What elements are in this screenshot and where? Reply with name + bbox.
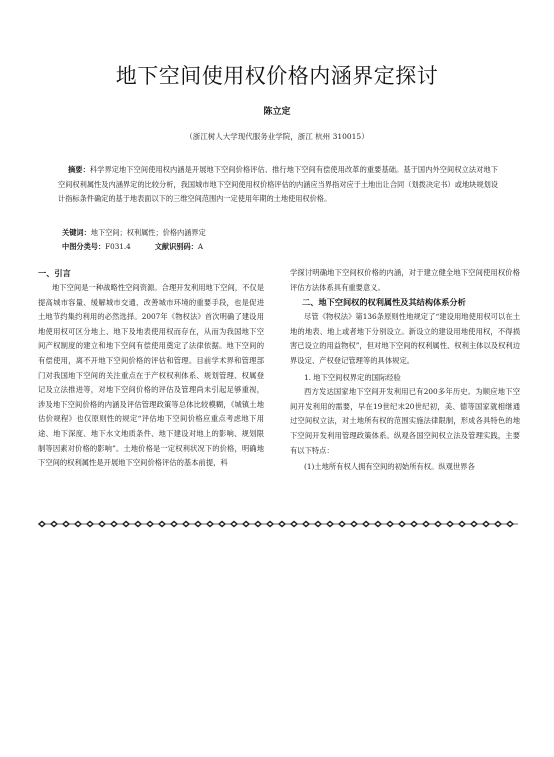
subsection-heading: 1. 地下空间权界定的国际经验 [304,372,401,382]
keywords-label: 关键词： [62,228,91,237]
document-code-value: A [197,242,204,251]
section-heading-rights-attribute: 二、地下空间权的权利属性及其结构体系分析 [302,297,466,308]
class-number-value: F031.4 [105,242,131,251]
right-column [290,266,520,475]
keywords [62,226,502,239]
section-heading-introduction: 一、引言 [38,268,71,278]
paragraph: 学探讨明确地下空间权价格的内涵，对于建立健全地下空间使用权价格评估方法体系具有重要意义。 [290,268,520,292]
class-number-label: 中图分类号： [62,242,106,251]
document-code-label: 文献识别码： [154,242,198,251]
paragraph: 西方发达国家地下空间开发利用已有200多年历史。为顺应地下空间开发利用的需要，早在19世纪末20世纪初，美、德等国家就相继通过空间权立法，对土地所有权的范围实施法律限制，形成各具特色的地下空间开发利用管理政策体系。纵观各国空间权立法及管理实践，主要有以下特点： [290,387,520,455]
author-affiliation: （浙江树人大学现代服务业学院，浙江 杭州 310015） [185,132,369,141]
article-title: 地下空间使用权价格内涵界定探讨 [115,64,439,88]
paragraph: 地下空间是一种战略性空间资源。合理开发利用地下空间，不仅是提高城市容量、缓解城市交通、改善城市环境的重要手段，也是促进土地节约集约利用的必然选择。2007年《物权法》首次明确了建设用地使用权可区分地上、地下及地表使用权而存在，从而为我国地下空间产权制度的建立和地下空间有偿使用奠定了法律依据。地下空间的有偿使用，离不开地下空间价格的评估和管理。目前学术界和管理部门对我国地下空间的关注重点在于产权权利体系、规划管理、权属登记及立法推进等，对地下空间价格的评估及管理尚未引起足够重视，涉及地下空间价格的内涵及评估管理政策等总体比较模糊，《城镇土地估价规程》也仅原则性的规定“评估地下空间价格应重点考虑地下用途、地下深度、地下水文地质条件、地下建设对地上的影响、规划限制等因素对价格的影响”。土地价格是一定权利状况下的价格，明确地下空间的权利属性是开展地下空间价格评估的基本前提，科 [38,283,264,468]
author-name: 陈立定 [263,107,291,117]
abstract-text: 科学界定地下空间使用权内涵是开展地下空间价格评估、推行地下空间有偿使用改革的重要基础。基于国内外空间权立法对地下空间权利属性及内涵界定的比较分析，我国城市地下空间使用权价格评估的内涵应当界指对应于土地出让合同（划拨决定书）或地块规划设计指标条件确定的基于地表面以下的三维空间范围内一定使用年期的土地使用权价格。 [58,165,498,203]
decorative-divider [38,520,518,528]
left-column [38,266,264,471]
abstract [58,163,498,207]
abstract-label: 摘要： [68,165,90,174]
classification [62,240,502,253]
keywords-text: 地下空间；权利属性；价格内涵界定 [90,228,206,237]
paragraph: 尽管《物权法》第136条原则性地规定了“建设用地使用权可以在土地的地表、地上或者地下分别设立。新设立的建设用地使用权，不得损害已设立的用益物权”，但对地下空间的权利属性、权利主体以及权利边界设定、产权登记管理等的具体规定。 [290,312,520,365]
numbered-point: (1)土地所有权人拥有空间的初始所有权。纵观世界各 [304,462,475,472]
